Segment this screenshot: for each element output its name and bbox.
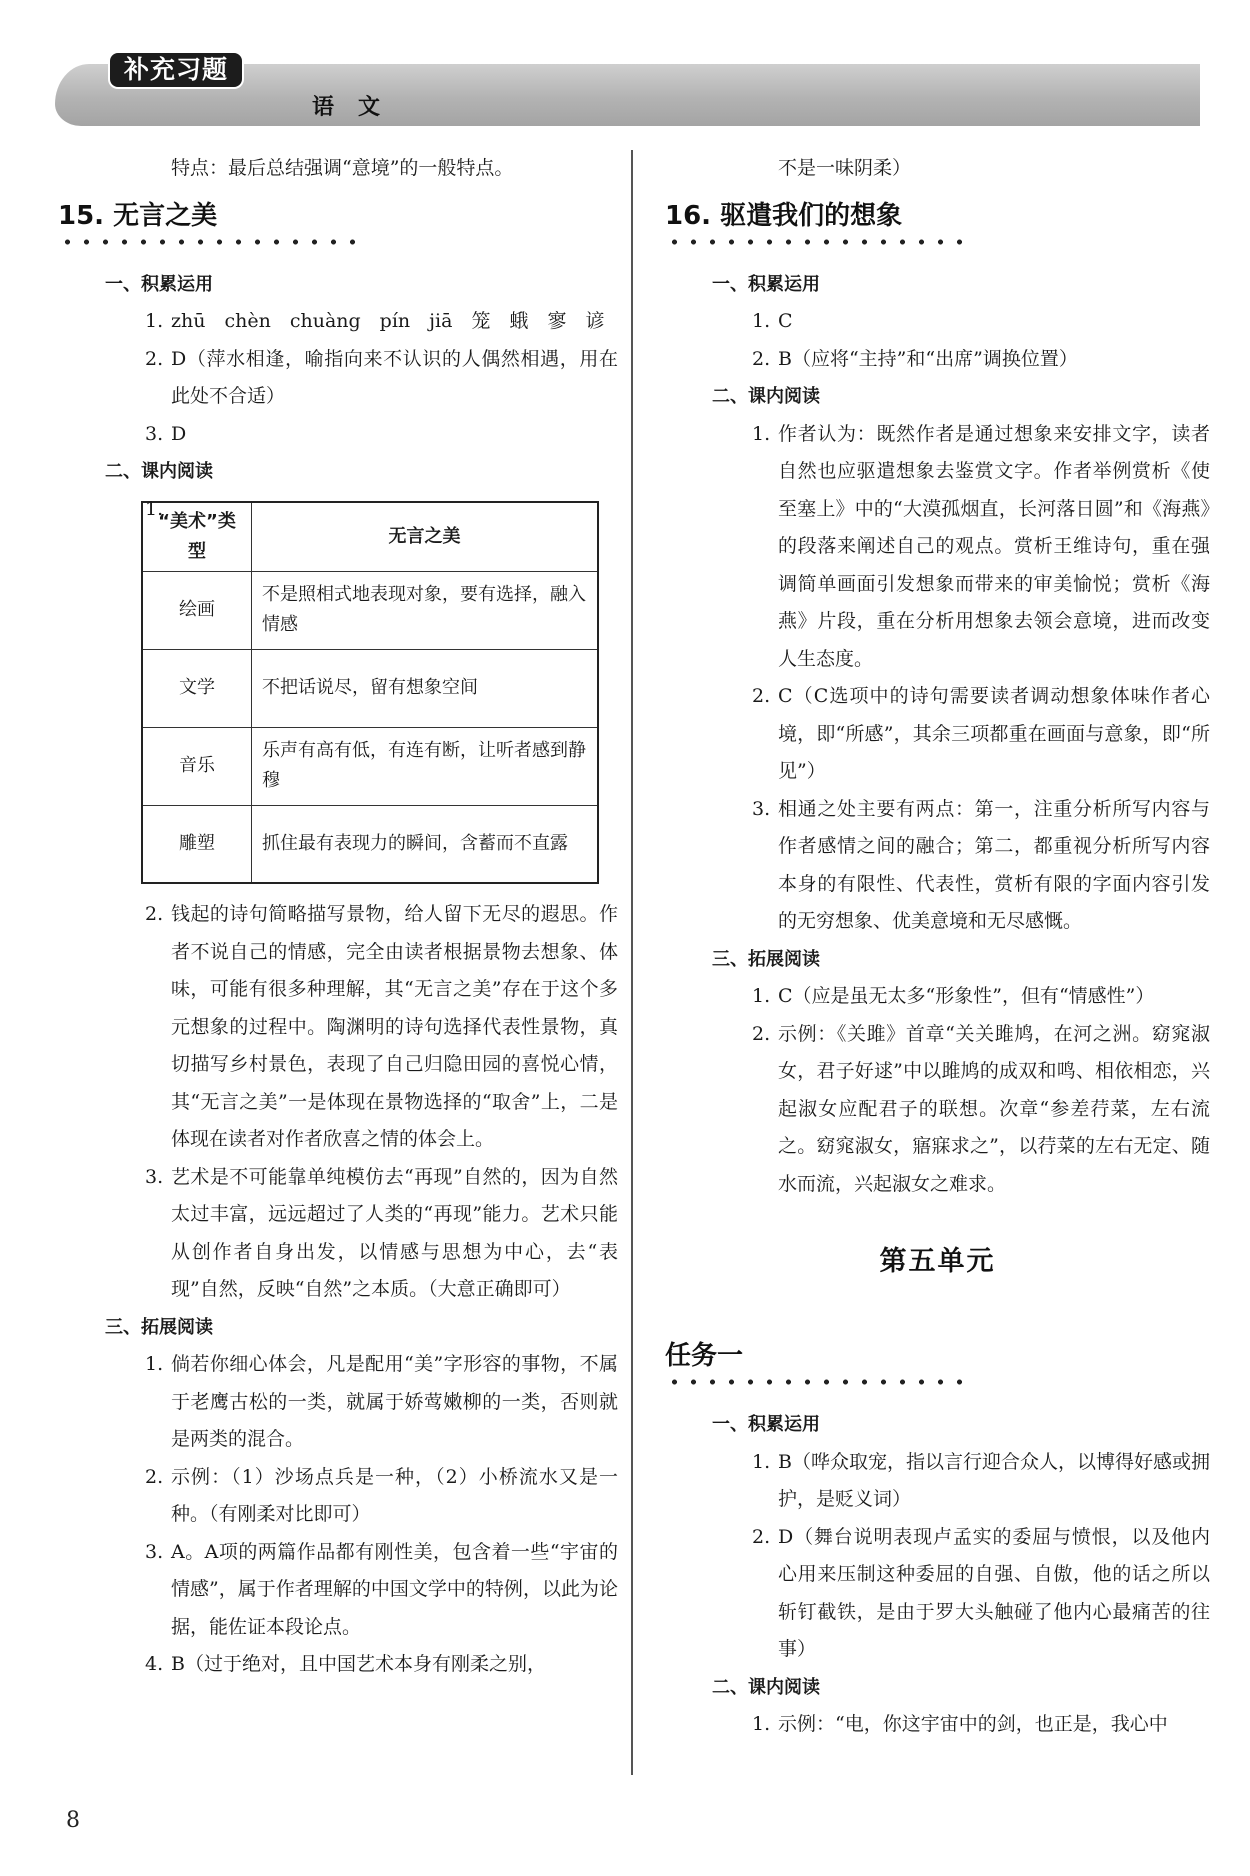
- answer-item: 4. B（过于绝对，且中国艺术本身有刚柔之别，: [145, 1653, 546, 1675]
- table-cell-type: 文学: [142, 649, 252, 727]
- answer-item: 1. 作者认为：既然作者是通过想象来安排文字，读者自然也应驱遣想象去鉴赏文字。作者举例赏析《使至塞上》中的“大漠孤烟直，长河落日圆”和《海燕》的段落来阐述自己的观点。赏析王维诗句，重在强调简单画面引发想象而带来的审美愉悦；赏析《海燕》片段，重在分析用想象去领会意境，进而改变人生态度。: [752, 422, 1210, 670]
- answer-item: 2. 示例：《关雎》首章“关关雎鸠，在河之洲。窈窕淑女，君子好逑”中以雎鸠的成双和鸣、相依相恋，兴起淑女应配君子的联想。次章“参差荇菜，左右流之。窈窕淑女，寤寐求之”，以荇菜的左右无定、随水而流，兴起淑女之难求。: [752, 1022, 1210, 1195]
- subheading-in-class-reading: 二、课内阅读: [105, 461, 213, 482]
- column-divider: [631, 150, 633, 1775]
- subheading-accumulation: 一、积累运用: [712, 273, 820, 295]
- answer-item: 2. 钱起的诗句简略描写景物，给人留下无尽的遐思。作者不说自己的情感，完全由读者根据景物去想象、体味，可能有很多种理解，其“无言之美”存在于这个多元想象的过程中。陶渊明的诗句选择代表性景物，真切描写乡村景色，表现了自己归隐田园的喜悦心情，其“无言之美”一是体现在景物选择的“取舍”上，二是体现在读者对作者欣喜之情的体会上。: [145, 903, 618, 1150]
- unit-title: 第五单元: [879, 1246, 996, 1277]
- continuation-text: 不是一味阴柔）: [778, 157, 912, 179]
- table-row: [142, 571, 598, 649]
- table-cell-type: 雕塑: [142, 805, 252, 883]
- subheading-in-class-reading: 二、课内阅读: [712, 386, 820, 407]
- subheading-accumulation: 一、积累运用: [105, 273, 213, 295]
- answer-item: 2. D（舞台说明表现卢孟实的委屈与愤恨，以及他内心用来压制这种委屈的自强、自傲，他的话之所以斩钉截铁，是由于罗大头触碰了他内心最痛苦的往事）: [752, 1525, 1210, 1660]
- table-cell-desc: 乐声有高有低，有连有断，让听者感到静穆: [252, 727, 599, 805]
- answer-item: 3. 相通之处主要有两点：第一，注重分析所写内容与作者感情之间的融合；第二，都重视分析所写内容本身的有限性、代表性，赏析有限的字面内容引发的无穷想象、优美意境和无尽感慨。: [752, 797, 1210, 932]
- table-header-cell: “美术”类型: [142, 502, 252, 572]
- right-column: [665, 150, 1210, 1744]
- answer-item: 3. A。A项的两篇作品都有刚性美，包含着一些“宇宙的情感”，属于作者理解的中国文学中的特例，以此为论据，能佐证本段论点。: [145, 1540, 618, 1638]
- table-row: [142, 727, 598, 805]
- intro-text: 特点：最后总结强调“意境”的一般特点。: [171, 157, 514, 179]
- answer-item: 1. C（应是虽无太多“形象性”，但有“情感性”）: [752, 985, 1155, 1007]
- subheading-extended-reading: 三、拓展阅读: [712, 948, 820, 970]
- section-title-16: 16. 驱遣我们的想象: [665, 200, 903, 231]
- table-cell-desc: 不是照相式地表现对象，要有选择，融入情感: [252, 571, 599, 649]
- subheading-extended-reading: 三、拓展阅读: [105, 1316, 213, 1338]
- table-row: [142, 649, 598, 727]
- answer-item: 3. D: [145, 422, 187, 445]
- table-cell-type: 音乐: [142, 727, 252, 805]
- subheading-accumulation: 一、积累运用: [712, 1414, 820, 1435]
- answer-item: 3. 艺术是不可能靠单纯模仿去“再现”自然的，因为自然太过丰富，远远超过了人类的“再现”能力。艺术只能从创作者自身出发，以情感与思想为中心，去“表现”自然，反映“自然”之本质。（大意正确即可）: [145, 1165, 618, 1300]
- book-series-tag: 补充习题: [110, 53, 242, 87]
- task-title: 任务一: [665, 1341, 744, 1371]
- answer-item: 2. C（C选项中的诗句需要读者调动想象体味作者心境，即“所感”，其余三项都重在画面与意象，即“所见”）: [752, 685, 1210, 782]
- answer-item: 1. 示例：“电，你这宇宙中的剑，也正是，我心中: [752, 1713, 1168, 1735]
- table-header-cell: 无言之美: [252, 502, 599, 572]
- subject-label: 语文: [312, 95, 405, 120]
- art-types-table: [141, 501, 599, 885]
- title-dotted-rule: [665, 238, 965, 246]
- title-dotted-rule: [58, 238, 358, 246]
- left-column: 特点：最后总结强调“意境”的一般特点。 15. 无言之美 一、积累运用 1. zhū chèn chuàng pín jiā 笼 蛾 寥 谚 2. D（萍水相逢，喻指向来不认识的人偶然相遇，用在此处不合适） 3. D 二、课内阅读 1. “美术”类型 无言之美 绘画 不是照相式地表现对象，要有选择，融入情感 文学 不把话说尽，留有想象空间 音乐 乐声有高有低，有连有断，让听者感到静穆 雕塑 抓住最有表现力的瞬间，含蓄而不直露 2. 钱起的诗句简略描写景物，给人留下无尽的遐思。作者不说自己的情感，完全由读者根据景物去想象、体味，可能有很多种理解，其“无言之美”存在于这个多元想象的过程中。陶渊明的诗句选择代表性景物，真切描写乡村景色，表现了自己归隐田园的喜悦心情，其“无言之美”一是体现在景物选择的“取舍”上，二是体现在读者对作者欣喜之情的体会上。 3. 艺术是不可能靠单纯模仿去“再现”自然的，因为自然太过丰富，远远超过了人类的“再现”能力。艺术只能从创作者自身出发，以情感与思想为中心，去“表现”自然，反映“自然”之本质。（大意正确即可） 三、拓展阅读 1. 倘若你细心体会，凡是配用“美”字形容的事物，不属于老鹰古松的一类，就属于娇莺嫩柳的一类，否则就是两类的混合。 2. 示例：（1）沙场点兵是一种，（2）小桥流水又是一种。（有刚柔对比即可） 3. A。A项的两篇作品都有刚性美，包含着一些“宇宙的情感”，属于作者理解的中国文学中的特例，以此为论据，能佐证本段论点。 4. B（过于绝对，且中国艺术本身有刚柔之别，: [58, 150, 618, 1684]
- answer-item: 2. 示例：（1）沙场点兵是一种，（2）小桥流水又是一种。（有刚柔对比即可）: [145, 1465, 618, 1525]
- answer-item: 1. 倘若你细心体会，凡是配用“美”字形容的事物，不属于老鹰古松的一类，就属于娇莺嫩柳的一类，否则就是两类的混合。: [145, 1353, 618, 1450]
- table-cell-desc: 抓住最有表现力的瞬间，含蓄而不直露: [252, 805, 599, 883]
- subheading-in-class-reading: 二、课内阅读: [712, 1676, 820, 1698]
- table-row: [142, 805, 598, 883]
- answer-item: 1. B（哗众取宠，指以言行迎合众人，以博得好感或拥护，是贬义词）: [752, 1450, 1210, 1510]
- page-number: 8: [66, 1808, 80, 1833]
- table-cell-type: 绘画: [142, 571, 252, 649]
- title-dotted-rule: [665, 1378, 965, 1386]
- table-cell-desc: 不把话说尽，留有想象空间: [252, 649, 599, 727]
- section-title-15: 15. 无言之美: [58, 200, 218, 231]
- answer-item: 1. C: [752, 310, 793, 332]
- answer-item: 2. D（萍水相逢，喻指向来不认识的人偶然相遇，用在此处不合适）: [145, 347, 618, 407]
- answer-item: 1. zhū chèn chuàng pín jiā 笼 蛾 寥 谚: [145, 310, 605, 332]
- answer-item: 2. B（应将“主持”和“出席”调换位置）: [752, 347, 1078, 370]
